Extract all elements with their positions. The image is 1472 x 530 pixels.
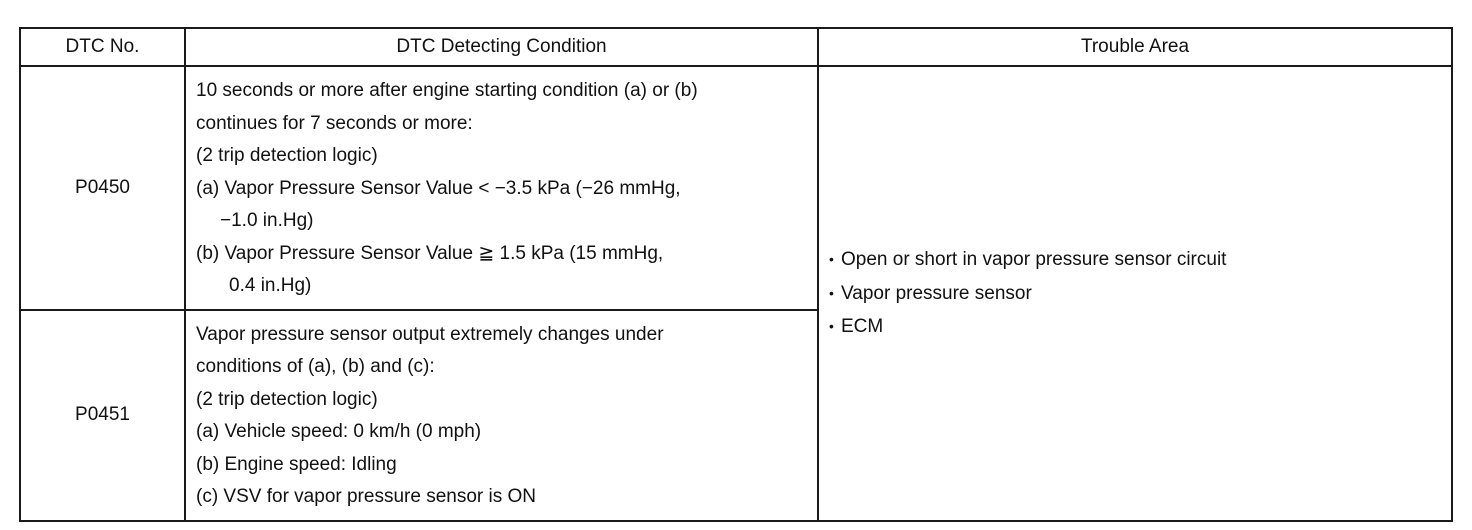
list-item <box>829 243 1441 277</box>
list-item <box>829 310 1441 344</box>
bullet-icon: • <box>829 318 834 334</box>
header-trouble-area: Trouble Area <box>818 28 1452 66</box>
table-row <box>20 66 1452 310</box>
condition-line: (b) Vapor Pressure Sensor Value ≧ 1.5 kPa (15 mmHg, <box>196 242 664 264</box>
condition-line: (a) Vehicle speed: 0 km/h (0 mph) <box>196 421 482 442</box>
condition-line: conditions of (a), (b) and (c): <box>196 356 435 377</box>
trouble-area-list <box>829 243 1441 344</box>
dtc-code: P0450 <box>20 66 185 310</box>
dtc-code: P0451 <box>20 310 185 521</box>
condition-line: (c) VSV for vapor pressure sensor is ON <box>196 486 536 507</box>
condition-line: 10 seconds or more after engine starting condition (a) or (b) <box>196 80 698 101</box>
trouble-area-text: Open or short in vapor pressure sensor circuit <box>841 249 1227 270</box>
header-dtc-no: DTC No. <box>20 28 185 66</box>
condition-line: 0.4 in.Hg) <box>229 275 312 296</box>
detecting-condition <box>185 66 818 310</box>
trouble-area <box>818 66 1452 521</box>
condition-line: −1.0 in.Hg) <box>220 210 314 231</box>
dtc-table <box>19 27 1453 522</box>
condition-line: (2 trip detection logic) <box>196 388 378 410</box>
bullet-icon: • <box>829 284 834 301</box>
condition-line: (2 trip detection logic) <box>196 145 378 166</box>
list-item <box>829 277 1441 311</box>
header-detecting-condition: DTC Detecting Condition <box>185 28 818 66</box>
detecting-condition <box>185 310 818 521</box>
trouble-area-text: ECM <box>841 316 884 337</box>
condition-line: (a) Vapor Pressure Sensor Value < −3.5 kPa (−26 mmHg, <box>196 177 681 199</box>
trouble-area-text: Vapor pressure sensor <box>841 282 1032 304</box>
condition-line: Vapor pressure sensor output extremely changes under <box>196 323 664 345</box>
bullet-icon: • <box>829 251 834 267</box>
condition-line: (b) Engine speed: Idling <box>196 453 397 475</box>
condition-line: continues for 7 seconds or more: <box>196 112 473 134</box>
header-row <box>20 28 1452 66</box>
